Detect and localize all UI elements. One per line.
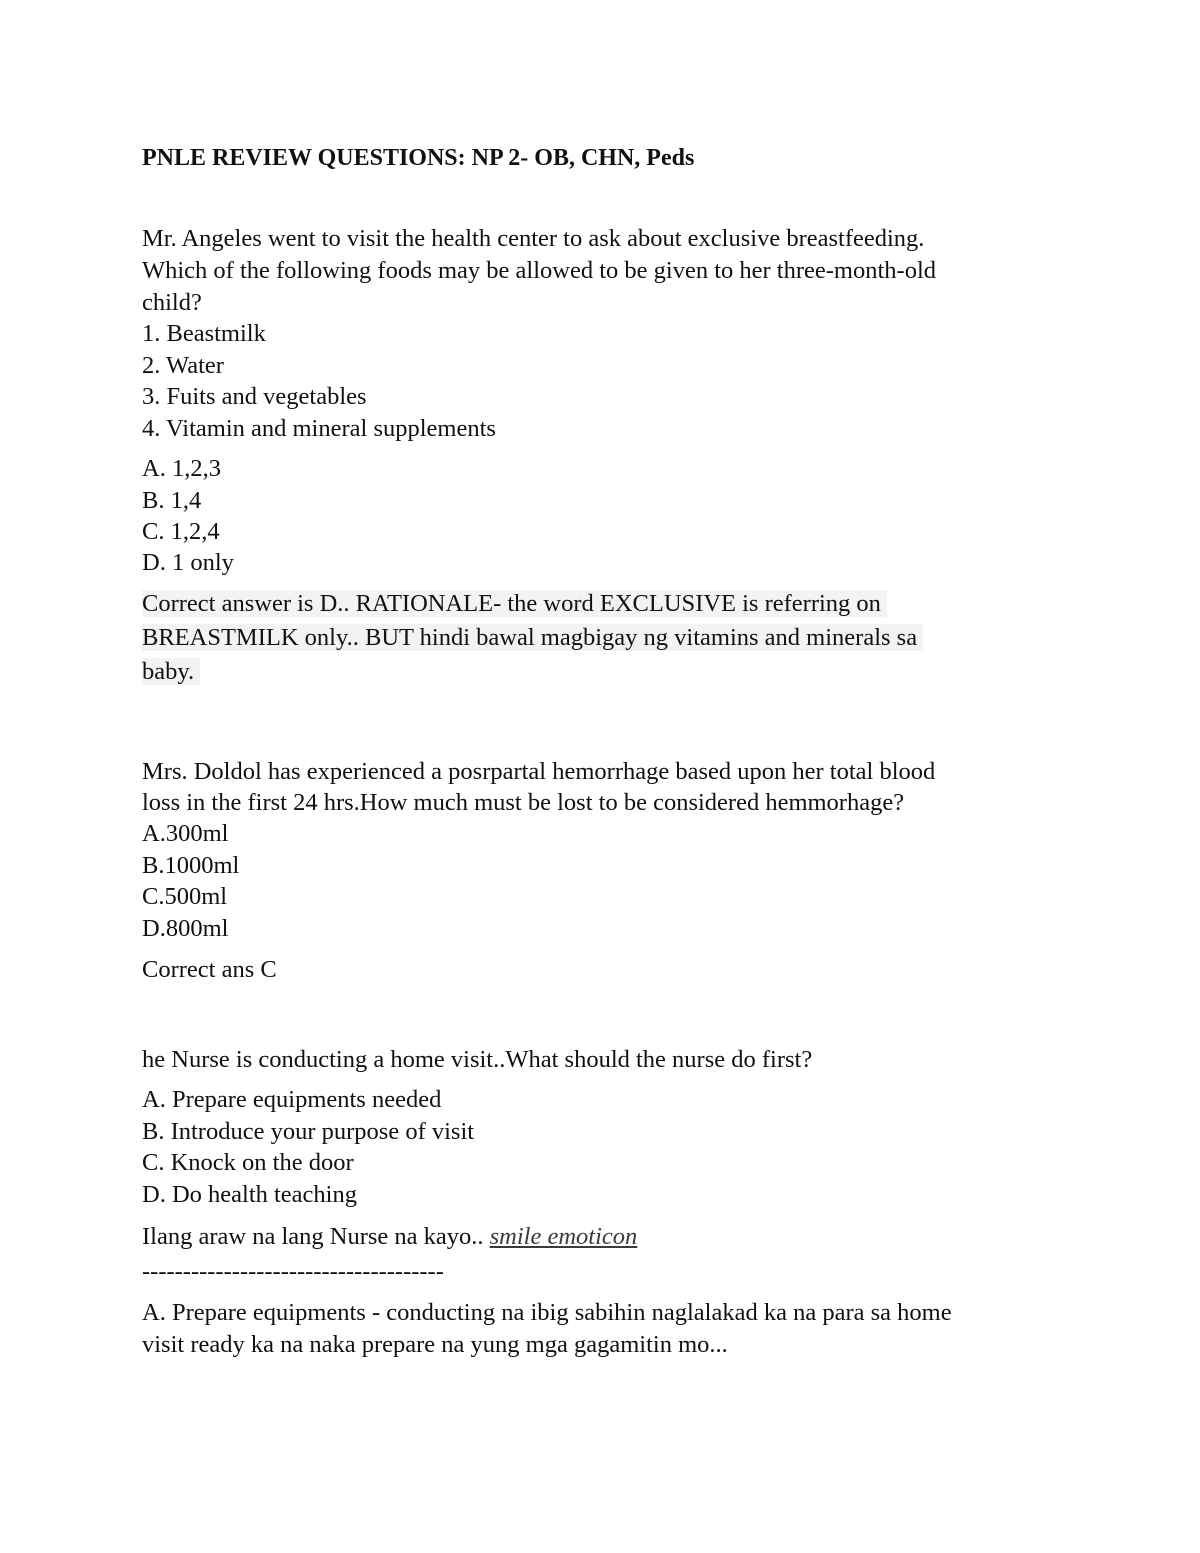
question-1-choice: B. 1,4 xyxy=(142,487,202,514)
divider: ------------------------------------- xyxy=(142,1258,444,1285)
question-2-choice: A.300ml xyxy=(142,820,229,847)
question-1-item: 1. Beastmilk xyxy=(142,320,266,347)
question-2-line: Mrs. Doldol has experienced a posrpartal hemorrhage based upon her total blood xyxy=(142,758,936,785)
question-2-choice: C.500ml xyxy=(142,883,228,910)
question-3-choice: B. Introduce your purpose of visit xyxy=(142,1118,475,1145)
question-2-line: loss in the first 24 hrs.How much must be lost to be considered hemmorhage? xyxy=(142,789,905,816)
question-1-choice: A. 1,2,3 xyxy=(142,455,221,482)
question-1-item: 4. Vitamin and mineral supplements xyxy=(142,415,496,442)
question-2-choice: D.800ml xyxy=(142,915,229,942)
question-3-explanation: A. Prepare equipments - conducting na ibig sabihin naglalakad ka na para sa home xyxy=(142,1299,952,1326)
question-2-answer: Correct ans C xyxy=(142,956,277,983)
question-3-choice: C. Knock on the door xyxy=(142,1149,354,1176)
answer-highlight: baby. xyxy=(142,658,200,685)
question-1-answer xyxy=(142,588,887,620)
question-1-item: 2. Water xyxy=(142,352,224,379)
question-1-answer xyxy=(142,656,200,688)
question-1-answer xyxy=(142,622,923,654)
question-3-note xyxy=(142,1221,637,1253)
answer-highlight: BREASTMILK only.. BUT hindi bawal magbigay ng vitamins and minerals sa xyxy=(142,624,923,651)
question-1-line: Mr. Angeles went to visit the health center to ask about exclusive breastfeeding. xyxy=(142,225,925,252)
smile-emoticon-link[interactable]: smile emoticon xyxy=(489,1223,638,1250)
note-text: Ilang araw na lang Nurse na kayo.. xyxy=(142,1223,490,1250)
question-3-text: he Nurse is conducting a home visit..What should the nurse do first? xyxy=(142,1046,813,1073)
question-1-choice: C. 1,2,4 xyxy=(142,518,220,545)
question-1-line: child? xyxy=(142,289,202,316)
question-3-choice: D. Do health teaching xyxy=(142,1181,357,1208)
question-3-explanation: visit ready ka na naka prepare na yung mga gagamitin mo... xyxy=(142,1331,728,1358)
question-3-choice: A. Prepare equipments needed xyxy=(142,1086,442,1113)
question-2-choice: B.1000ml xyxy=(142,852,240,879)
question-1-choice: D. 1 only xyxy=(142,549,234,576)
answer-highlight: Correct answer is D.. RATIONALE- the word EXCLUSIVE is referring on xyxy=(142,590,887,617)
document-title: PNLE REVIEW QUESTIONS: NP 2- OB, CHN, Peds xyxy=(142,145,695,171)
question-1-item: 3. Fuits and vegetables xyxy=(142,383,367,410)
question-1-line: Which of the following foods may be allowed to be given to her three-month-old xyxy=(142,257,937,284)
